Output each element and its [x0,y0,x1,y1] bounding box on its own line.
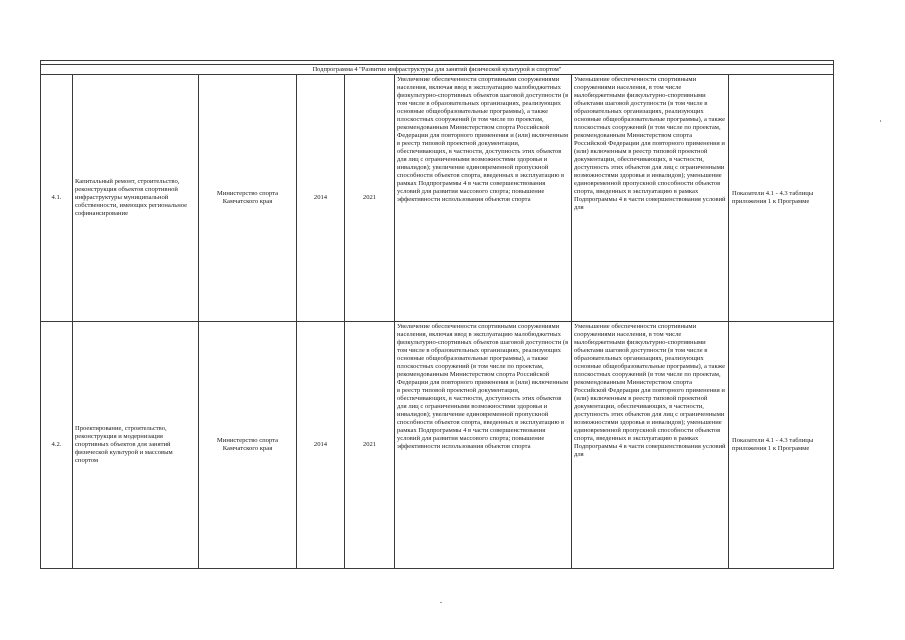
indicator-link: Показатели 4.1 - 4.3 таблицы приложения 1 к Программе [729,322,834,569]
subprogram-title: Подпрограмма 4 "Развитие инфраструктуры для занятий физической культурой и спортом" [41,65,834,75]
indicator-link: Показатели 4.1 - 4.3 таблицы приложения 1 к Программе [729,75,834,322]
row-number: 4.1. [41,75,73,322]
executor: Министерство спорта Камчатского края [199,322,297,569]
activity-name: Проектирование, строительство, реконструкция и модернизация спортивных объектов для занятий физической культурой и массовым спортом [73,322,199,569]
activity-name: Капитальный ремонт, строительство, реконструкция объектов спортивной инфраструктуры муниципальной собственности, имеющих региональное софинансирование [73,75,199,322]
executor: Министерство спорта Камчатского края [199,75,297,322]
table-row [41,322,834,569]
expected-result: Увеличение обеспеченности спортивными сооружениями населения, включая ввод в эксплуатацию малобюджетных физкультурно-спортивных объектов шаговой доступности (в том числе в образовательных организациях, реализующих основные общеобразовательные программы), а также плоскостных сооружений (в том числе по проектам, рекомендованным Министерством спорта Российской Федерации для повторного применения и (или) включенным в реестр типовой проектной документации, обеспечивающих, в частности, доступность этих объектов для лиц с ограниченными возможностями здоровья и инвалидов); увеличение единовременной пропускной способности объектов спорта, введенных в эксплуатацию в рамках Подпрограммы 4 в части совершенствования условий для развития массового спорта; повышение эффективности использования объектов спорта [395,75,572,322]
non-implementation-consequences: Уменьшение обеспеченности спортивными сооружениями населения, в том числе малобюджетными физкультурно-спортивными объектами шаговой доступности (в том числе в образовательных организациях, реализующих основные общеобразовательные программы), а также плоскостных сооружений (в том числе по проектам, рекомендованным Министерством спорта Российской Федерации для повторного применения и (или) включенным в реестр типовой проектной документации, обеспечивающих, в частности, доступность этих объектов для лиц с ограниченными возможностями здоровья и инвалидов); уменьшение единовременной пропускной способности объектов спорта, введенных в эксплуатацию в рамках Подпрограммы 4 в части совершенствования условий для [572,75,729,322]
expected-result: Увеличение обеспеченности спортивными сооружениями населения, включая ввод в эксплуатацию малобюджетных физкультурно-спортивных объектов шаговой доступности (в том числе в образовательных организациях, реализующих основные общеобразовательные программы), а также плоскостных сооружений (в том числе по проектам, рекомендованным Министерством спорта Российской Федерации для повторного применения и (или) включенным в реестр типовой проектной документации, обеспечивающих, в частности, доступность этих объектов для лиц с ограниченными возможностями здоровья и инвалидов); увеличение единовременной пропускной способности объектов спорта, введенных в эксплуатацию в рамках Подпрограммы 4 в части совершенствования условий для развития массового спорта; повышение эффективности использования объектов спорта [395,322,572,569]
row-number: 4.2. [41,322,73,569]
document-page [40,60,833,568]
table-row [41,75,834,322]
program-activities-table [40,60,834,569]
start-year: 2014 [297,75,345,322]
non-implementation-consequences: Уменьшение обеспеченности спортивными сооружениями населения, в том числе малобюджетными физкультурно-спортивными объектами шаговой доступности (в том числе в образовательных организациях, реализующих основные общеобразовательные программы), а также плоскостных сооружений (в том числе по проектам, рекомендованным Министерством спорта Российской Федерации для повторного применения и (или) включенным в реестр типовой проектной документации, обеспечивающих, в частности, доступность этих объектов для лиц с ограниченными возможностями здоровья и инвалидов); уменьшение единовременной пропускной способности объектов спорта, введенных в эксплуатацию в рамках Подпрограммы 4 в части совершенствования условий для [572,322,729,569]
scan-speck [440,602,442,603]
end-year: 2021 [345,322,395,569]
end-year: 2021 [345,75,395,322]
subprogram-header-row [41,65,834,75]
start-year: 2014 [297,322,345,569]
scan-speck [880,120,881,122]
